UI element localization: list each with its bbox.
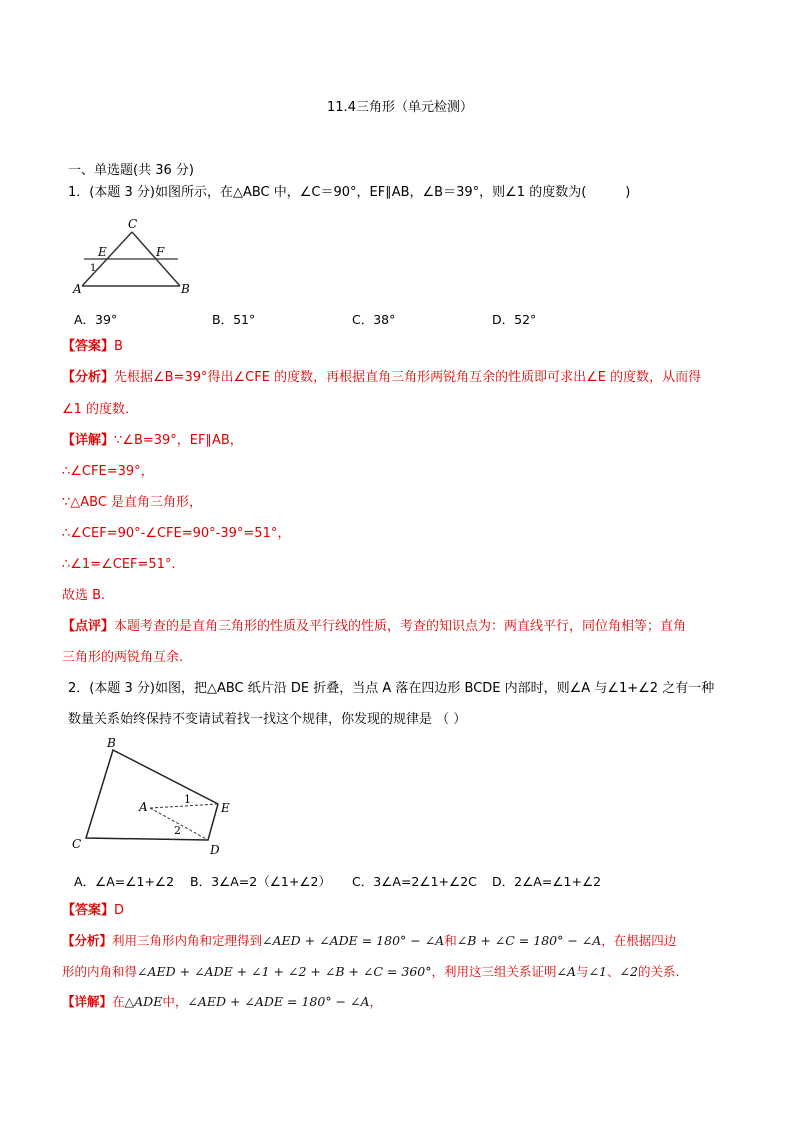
q2-option-b: B．3∠A=2（∠1+∠2） bbox=[190, 874, 332, 889]
q1-detail-tag: 【详解】 bbox=[62, 433, 115, 448]
q2-analysis-line-1 bbox=[62, 932, 676, 950]
q2-detail-tag: 【详解】 bbox=[62, 994, 113, 1009]
q1-answer bbox=[62, 338, 123, 356]
q2-stem-1: 2．(本题 3 分)如图，把△ABC 纸片沿 DE 折叠，当点 A 落在四边形 BCDE 内部时，则∠A 与∠1+∠2 之有一种 bbox=[68, 681, 715, 696]
q1-detail bbox=[62, 432, 243, 450]
q2-detail-text-a1: 在 bbox=[112, 994, 125, 1009]
q2-label-a: A bbox=[139, 800, 148, 814]
q2-label-e: E bbox=[221, 801, 230, 815]
q1-option-c: C．38° bbox=[352, 312, 396, 327]
q2-analysis-formula-2: ∠B + ∠C = 180° − ∠A bbox=[456, 933, 602, 948]
q2-analysis-text-b1: 形的内角和得 bbox=[62, 964, 138, 979]
q2-analysis-text-b2: ，利用这三组关系证明 bbox=[431, 964, 557, 979]
q1-triangle-figure bbox=[70, 214, 190, 294]
q2-analysis-formula-6: ∠2 bbox=[619, 964, 638, 979]
q1-analysis-text-1: 先根据∠B=39°得出∠CFE 的度数，再根据直角三角形两锐角互余的性质即可求出∠E 的度数，从而得 bbox=[114, 370, 702, 385]
q2-detail-text-a2: 中， bbox=[162, 994, 188, 1009]
q1-comment-text-2: 三角形的两锐角互余. bbox=[62, 650, 184, 665]
q1-answer-value: B bbox=[114, 339, 123, 354]
q1-comment-tag: 【点评】 bbox=[62, 619, 115, 634]
q1-analysis-text-2: ∠1 的度数． bbox=[62, 402, 139, 417]
q2-answer bbox=[62, 902, 124, 920]
page-title: 11.4三角形（单元检测） bbox=[327, 100, 473, 115]
q2-label-c: C bbox=[72, 837, 82, 851]
q2-detail-text-a3: ， bbox=[369, 994, 383, 1009]
q1-conclusion: 故选 B. bbox=[62, 588, 106, 603]
q1-option-a: A．39° bbox=[74, 312, 118, 327]
section-heading: 一、单选题(共 36 分) bbox=[68, 163, 194, 178]
q2-analysis-text-b4: 、 bbox=[606, 964, 620, 979]
q1-detail-line-4: ∴∠CEF=90°-∠CFE=90°-39°=51°， bbox=[62, 526, 291, 541]
q2-label-b: B bbox=[107, 736, 116, 750]
q2-label-1: 1 bbox=[184, 793, 191, 806]
q1-comment bbox=[62, 618, 686, 636]
q2-analysis-tag: 【分析】 bbox=[62, 933, 113, 948]
q2-analysis-text-b3: 与 bbox=[576, 964, 589, 979]
q1-comment-text-1: 本题考查的是直角三角形的性质及平行线的性质，考查的知识点为：两直线平行，同位角相等；直角 bbox=[114, 619, 687, 634]
q2-option-d: D．2∠A=∠1+∠2 bbox=[492, 874, 602, 889]
q2-detail-formula-1: △ADE bbox=[124, 994, 163, 1009]
q2-analysis-line-2 bbox=[62, 963, 679, 981]
q1-label-f: F bbox=[156, 245, 165, 259]
q2-option-a: A．∠A=∠1+∠2 bbox=[74, 874, 175, 889]
q2-label-d: D bbox=[210, 843, 220, 857]
q2-answer-tag: 【答案】 bbox=[62, 903, 115, 918]
q1-label-1: 1 bbox=[90, 263, 97, 274]
q1-analysis bbox=[62, 369, 701, 387]
q2-analysis-text-a3: ，在根据四边 bbox=[601, 933, 677, 948]
q2-label-2: 2 bbox=[174, 824, 181, 837]
q2-detail-formula-2: ∠AED + ∠ADE = 180° − ∠A bbox=[187, 994, 370, 1009]
q1-answer-tag: 【答案】 bbox=[62, 339, 115, 354]
q2-analysis-text-a2: 和 bbox=[444, 933, 457, 948]
q1-detail-line-5: ∴∠1=∠CEF=51°. bbox=[62, 557, 176, 572]
q2-detail-line-1 bbox=[62, 993, 382, 1011]
q1-label-e: E bbox=[98, 245, 107, 259]
q2-analysis-formula-1: ∠AED + ∠ADE = 180° − ∠A bbox=[262, 933, 445, 948]
q2-analysis-text-a1: 利用三角形内角和定理得到 bbox=[112, 933, 263, 948]
q1-label-c: C bbox=[128, 217, 138, 231]
q2-fold-figure bbox=[68, 736, 248, 860]
q2-quadrilateral-bcde bbox=[86, 750, 218, 840]
q2-analysis-text-b5: 的关系. bbox=[637, 964, 680, 979]
q2-option-c: C．3∠A=2∠1+∠2C bbox=[352, 874, 477, 889]
q1-label-a: A bbox=[73, 282, 82, 294]
q1-stem: 1．(本题 3 分)如图所示，在△ABC 中，∠C＝90°，EF∥AB，∠B＝39°，则∠1 的度数为( ) bbox=[68, 185, 631, 200]
q1-detail-line-3: ∵△ABC 是直角三角形， bbox=[62, 495, 203, 510]
q2-analysis-formula-3: ∠AED + ∠ADE + ∠1 + ∠2 + ∠B + ∠C = 360° bbox=[137, 964, 432, 979]
q1-option-b: B．51° bbox=[212, 312, 256, 327]
q2-analysis-formula-4: ∠A bbox=[556, 964, 577, 979]
q2-stem-2: 数量关系始终保持不变请试着找一找这个规律，你发现的规律是 （ ） bbox=[68, 712, 467, 727]
q1-label-b: B bbox=[181, 282, 190, 294]
q1-option-d: D．52° bbox=[492, 312, 537, 327]
q1-analysis-tag: 【分析】 bbox=[62, 370, 115, 385]
q1-detail-line-2: ∴∠CFE=39°， bbox=[62, 464, 154, 479]
q2-analysis-formula-5: ∠1 bbox=[588, 964, 607, 979]
q1-detail-line-1: ∵∠B=39°，EF∥AB， bbox=[114, 433, 243, 448]
q2-answer-value: D bbox=[114, 903, 125, 918]
